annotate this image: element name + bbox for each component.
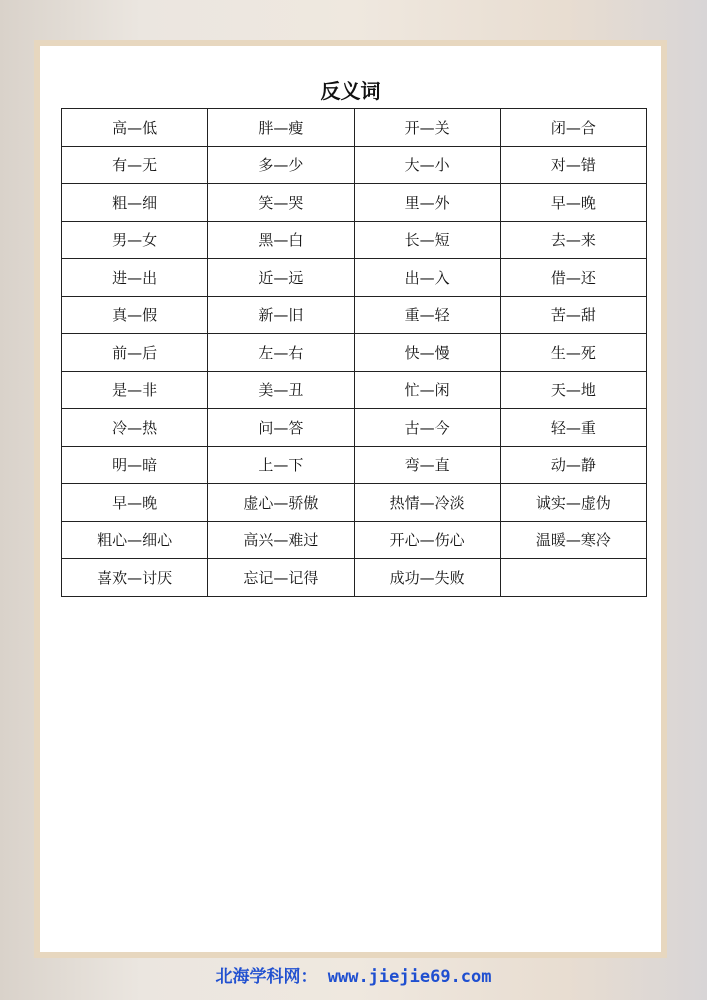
table-row [62,109,647,147]
table-cell: 进—出 [62,259,208,297]
table-row [62,371,647,409]
table-cell: 黑—白 [208,221,354,259]
table-cell: 大—小 [354,146,500,184]
table-row [62,334,647,372]
table-row [62,446,647,484]
table-row [62,184,647,222]
table-row [62,146,647,184]
table-cell [500,559,646,597]
table-cell: 粗—细 [62,184,208,222]
table-cell: 笑—哭 [208,184,354,222]
table-cell: 明—暗 [62,446,208,484]
table-cell: 新—旧 [208,296,354,334]
table-cell: 冷—热 [62,409,208,447]
table-cell: 动—静 [500,446,646,484]
table-cell: 长—短 [354,221,500,259]
table-cell: 开心—伤心 [354,521,500,559]
table-cell: 开—关 [354,109,500,147]
table-cell: 对—错 [500,146,646,184]
table-row [62,409,647,447]
table-cell: 轻—重 [500,409,646,447]
table-cell: 热情—冷淡 [354,484,500,522]
table-row [62,296,647,334]
antonym-table-body [62,109,647,597]
table-cell: 去—来 [500,221,646,259]
table-cell: 出—入 [354,259,500,297]
table-cell: 真—假 [62,296,208,334]
table-cell: 天—地 [500,371,646,409]
table-cell: 高—低 [62,109,208,147]
table-cell: 粗心—细心 [62,521,208,559]
table-cell: 虚心—骄傲 [208,484,354,522]
table-cell: 弯—直 [354,446,500,484]
table-cell: 早—晚 [500,184,646,222]
table-cell: 生—死 [500,334,646,372]
table-cell: 多—少 [208,146,354,184]
table-cell: 里—外 [354,184,500,222]
table-cell: 男—女 [62,221,208,259]
table-cell: 忙—闲 [354,371,500,409]
table-cell: 高兴—难过 [208,521,354,559]
table-row [62,259,647,297]
document-page [34,40,667,958]
table-cell: 近—远 [208,259,354,297]
table-cell: 左—右 [208,334,354,372]
antonym-table [61,108,647,597]
table-cell: 上—下 [208,446,354,484]
table-cell: 古—今 [354,409,500,447]
table-cell: 借—还 [500,259,646,297]
table-cell: 闭—合 [500,109,646,147]
table-row [62,559,647,597]
table-cell: 重—轻 [354,296,500,334]
table-row [62,221,647,259]
table-cell: 忘记—记得 [208,559,354,597]
table-cell: 早—晚 [62,484,208,522]
page-title: 反义词 [320,79,381,103]
table-cell: 美—丑 [208,371,354,409]
table-row [62,484,647,522]
table-row [62,521,647,559]
table-cell: 快—慢 [354,334,500,372]
table-cell: 喜欢—讨厌 [62,559,208,597]
table-cell: 前—后 [62,334,208,372]
table-cell: 温暖—寒冷 [500,521,646,559]
table-cell: 苦—甜 [500,296,646,334]
footer-watermark: 北海学科网： www.jiejie69.com [215,967,492,987]
table-cell: 诚实—虚伪 [500,484,646,522]
table-cell: 问—答 [208,409,354,447]
table-cell: 成功—失败 [354,559,500,597]
table-cell: 有—无 [62,146,208,184]
table-cell: 胖—瘦 [208,109,354,147]
table-cell: 是—非 [62,371,208,409]
